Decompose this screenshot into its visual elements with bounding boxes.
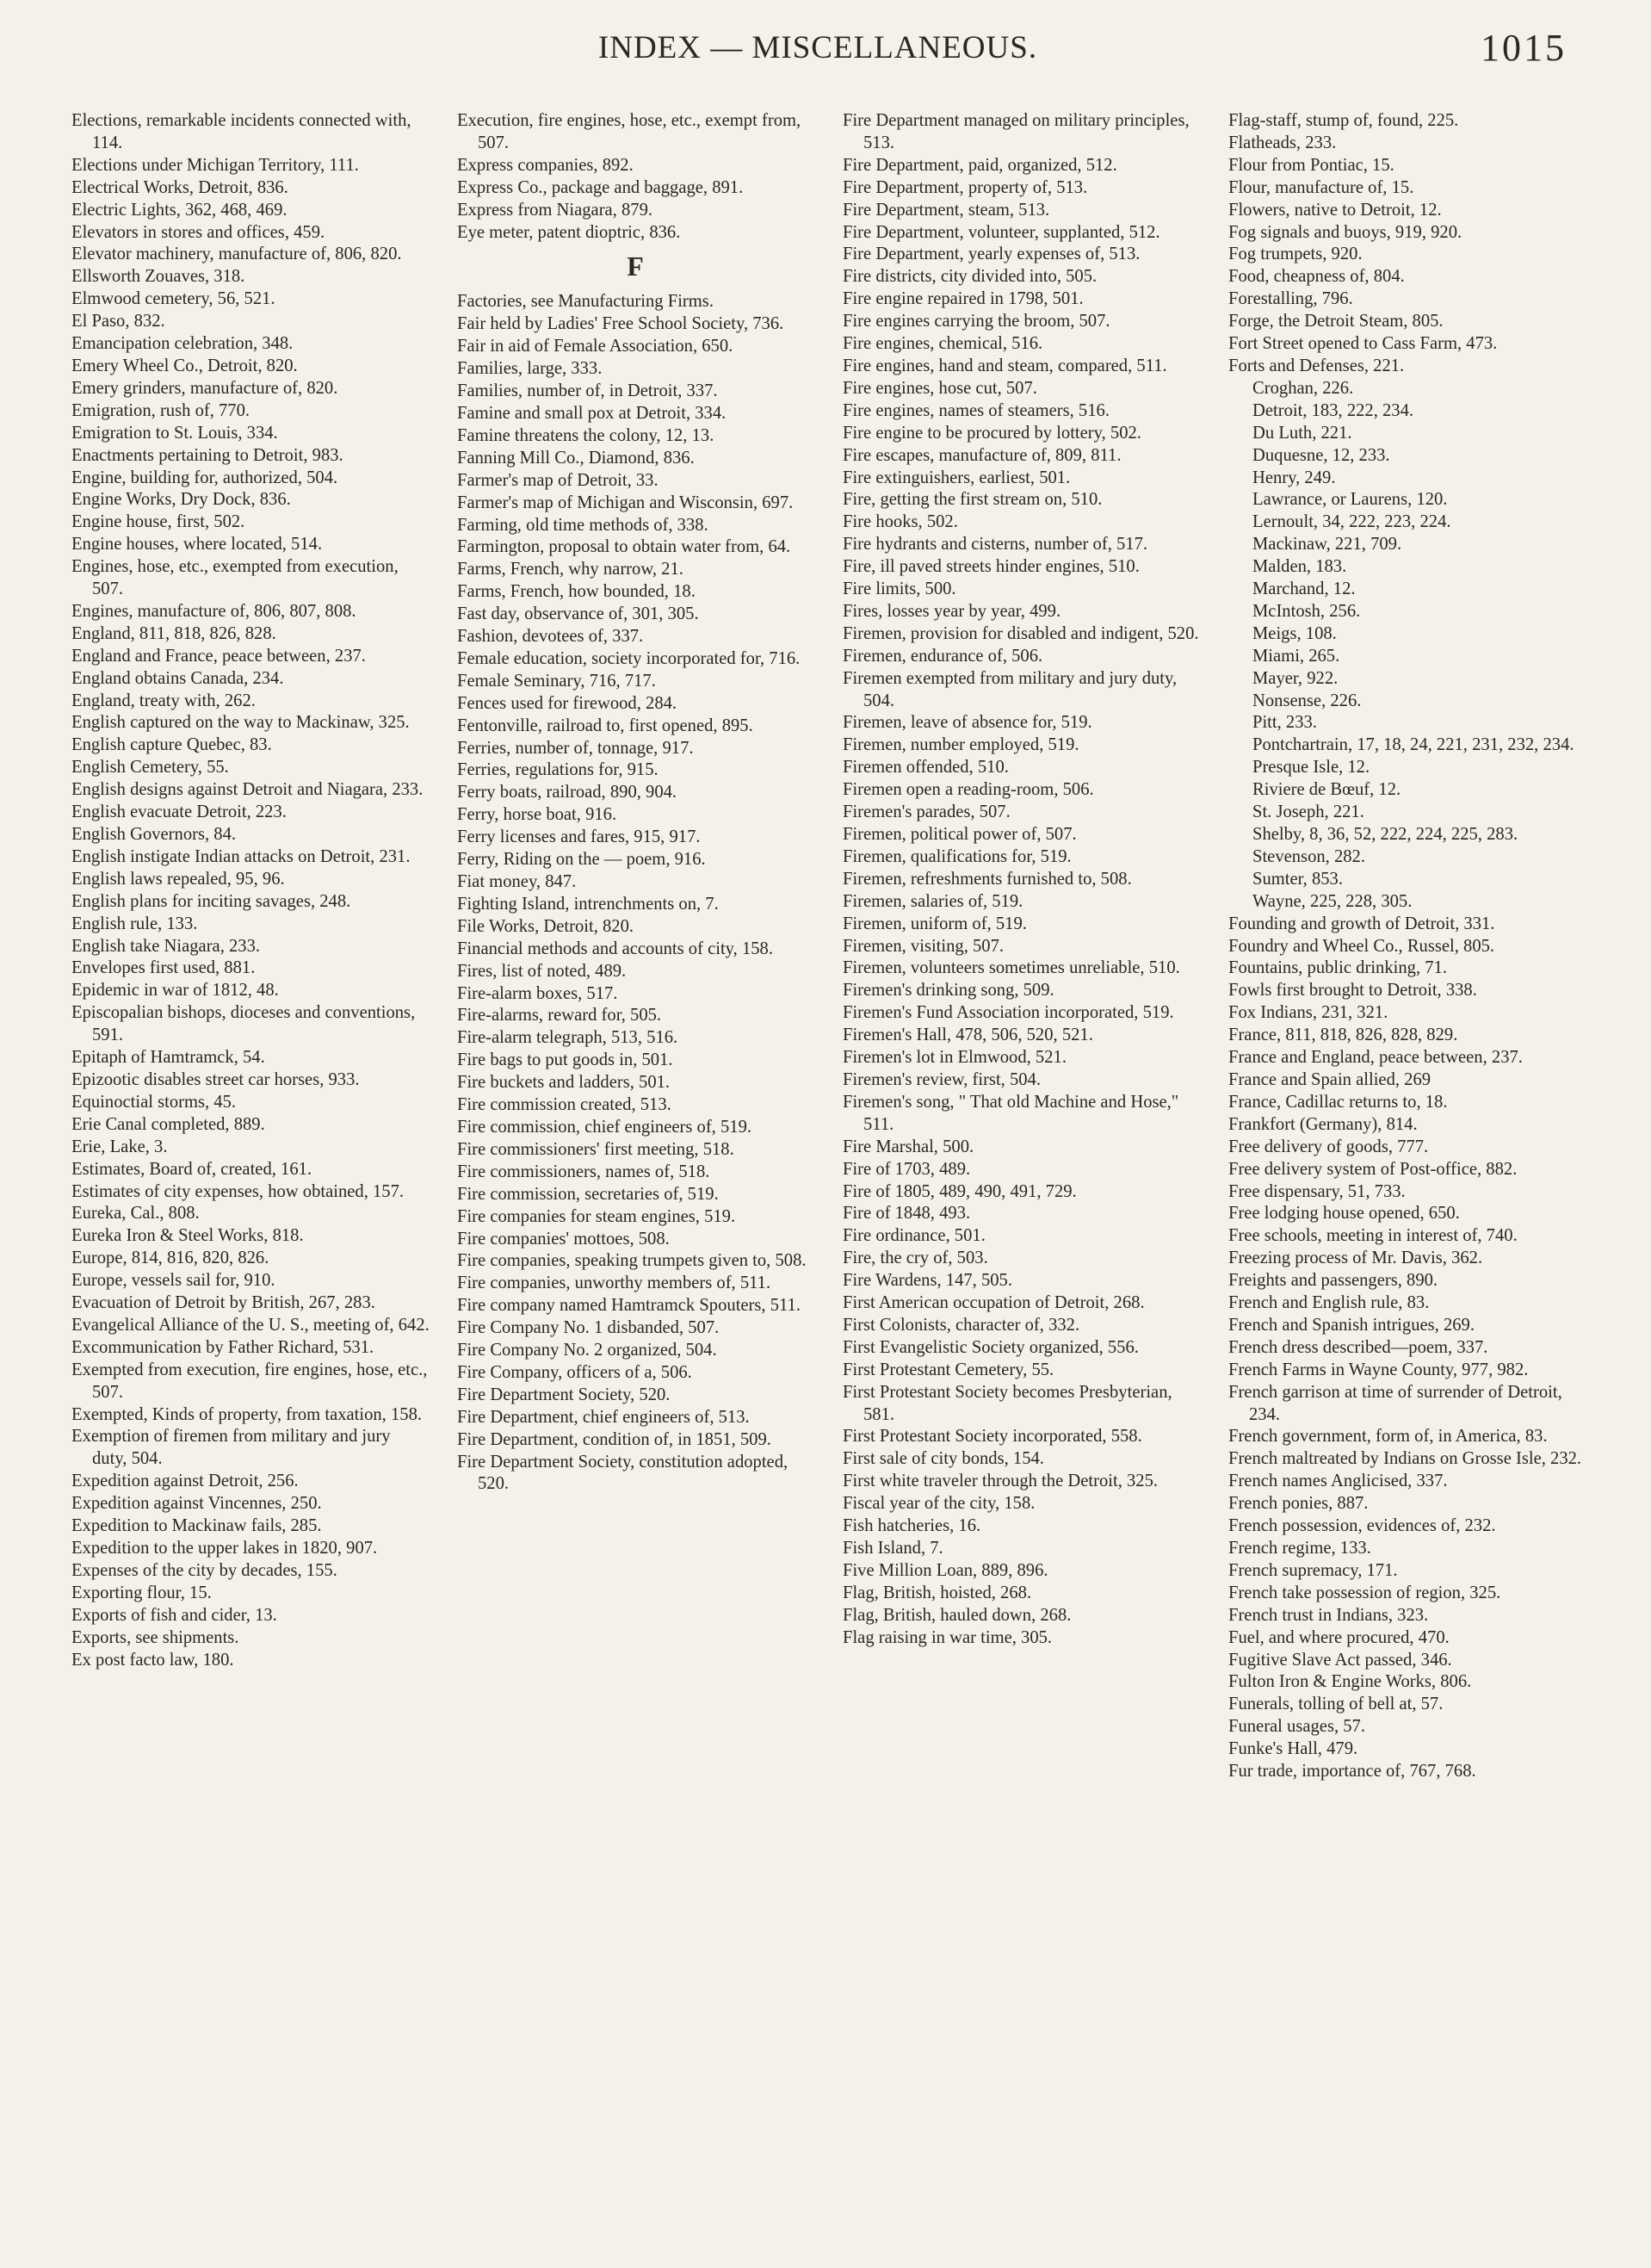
index-entry: Female Seminary, 716, 717. — [457, 671, 656, 691]
index-entry: First Colonists, character of, 332. — [843, 1315, 1080, 1335]
index-entry: Firemen offended, 510. — [843, 758, 1009, 778]
index-entry: Fire companies, speaking trumpets given to, 508. — [457, 1251, 807, 1271]
page-number: 1015 — [1481, 27, 1567, 69]
index-entry: Firemen, number employed, 519. — [843, 735, 1079, 755]
index-entry: Fentonville, railroad to, first opened, 895. — [457, 716, 753, 735]
index-entry: Exports of fish and cider, 13. — [71, 1605, 277, 1625]
index-entry: Engine houses, where located, 514. — [71, 535, 323, 555]
index-entry: Fire escapes, manufacture of, 809, 811. — [843, 445, 1122, 465]
index-entry: Five Million Loan, 889, 896. — [843, 1560, 1048, 1580]
index-entry: Express Co., package and baggage, 891. — [457, 177, 744, 197]
index-entry: English captured on the way to Mackinaw, 325. — [71, 713, 410, 733]
index-entry: Free delivery system of Post-office, 882. — [1228, 1159, 1518, 1179]
index-entry: Ferries, regulations for, 915. — [457, 760, 659, 780]
index-entry: Fighting Island, intrenchments on, 7. — [457, 894, 719, 914]
index-entry: Fire Department, steam, 513. — [843, 200, 1050, 220]
index-entry: Firemen, uniform of, 519. — [843, 914, 1027, 933]
index-entry: Fox Indians, 231, 321. — [1228, 1003, 1388, 1023]
index-entry: Fire Department, property of, 513. — [843, 177, 1088, 197]
index-entry: Fort Street opened to Cass Farm, 473. — [1228, 334, 1498, 354]
index-entry: English Governors, 84. — [71, 825, 237, 844]
index-entry: Fire commissioners, names of, 518. — [457, 1162, 710, 1181]
index-sub-entry: Miami, 265. — [1252, 646, 1340, 666]
index-entry: France, Cadillac returns to, 18. — [1228, 1092, 1448, 1112]
index-entry: Fires, losses year by year, 499. — [843, 601, 1061, 621]
index-entry: Funke's Hall, 479. — [1228, 1739, 1358, 1759]
index-sub-entry: Lernoult, 34, 222, 223, 224. — [1252, 512, 1451, 532]
index-entry: Firemen, volunteers sometimes unreliable, 510. — [843, 958, 1180, 978]
index-entry: Fire commissioners' first meeting, 518. — [457, 1139, 734, 1159]
index-sub-entry: Lawrance, or Laurens, 120. — [1252, 490, 1448, 510]
running-title: INDEX — MISCELLANEOUS. — [597, 30, 1038, 65]
index-entry: Fire buckets and ladders, 501. — [457, 1073, 671, 1093]
index-entry: Exemption of firemen from military and jury duty, 504. — [71, 1427, 391, 1469]
index-sub-entry: Duquesne, 12, 233. — [1252, 445, 1390, 465]
index-entry: Fire engines, hose cut, 507. — [843, 378, 1037, 398]
index-entry: Enactments pertaining to Detroit, 983. — [71, 445, 343, 465]
index-entry: Freezing process of Mr. Davis, 362. — [1228, 1249, 1483, 1268]
index-entry: First white traveler through the Detroit, 325. — [843, 1472, 1159, 1491]
index-entry: Fire Company No. 1 disbanded, 507. — [457, 1318, 720, 1338]
index-columns — [71, 110, 1595, 2237]
index-entry: Fugitive Slave Act passed, 346. — [1228, 1650, 1452, 1670]
index-entry: Flatheads, 233. — [1228, 133, 1337, 152]
index-entry: Fire Company, officers of a, 506. — [457, 1362, 692, 1382]
index-entry: Electrical Works, Detroit, 836. — [71, 177, 288, 197]
index-entry: Free delivery of goods, 777. — [1228, 1137, 1429, 1156]
index-entry: Free lodging house opened, 650. — [1228, 1204, 1460, 1224]
index-entry: Envelopes first used, 881. — [71, 958, 256, 978]
index-entry: First sale of city bonds, 154. — [843, 1449, 1044, 1469]
index-entry: Estimates, Board of, created, 161. — [71, 1159, 312, 1179]
index-entry: First Protestant Society becomes Presbyterian, 581. — [843, 1382, 1172, 1424]
index-entry: Fountains, public drinking, 71. — [1228, 958, 1447, 978]
page-header — [69, 26, 1567, 77]
index-entry: French Farms in Wayne County, 977, 982. — [1228, 1360, 1529, 1379]
index-entry: Ellsworth Zouaves, 318. — [71, 267, 245, 287]
index-entry: Farmer's map of Detroit, 33. — [457, 470, 659, 490]
index-entry: Epizootic disables street car horses, 933. — [71, 1069, 360, 1089]
index-entry: Express companies, 892. — [457, 155, 634, 175]
index-entry: Engines, manufacture of, 806, 807, 808. — [71, 601, 356, 621]
index-entry: Firemen, endurance of, 506. — [843, 646, 1043, 666]
index-entry: Expedition to Mackinaw fails, 285. — [71, 1516, 322, 1536]
index-entry: Firemen, qualifications for, 519. — [843, 846, 1072, 866]
index-entry: Farms, French, how bounded, 18. — [457, 582, 696, 602]
index-entry: Exempted, Kinds of property, from taxation, 158. — [71, 1404, 423, 1424]
index-entry: Epidemic in war of 1812, 48. — [71, 981, 279, 1001]
index-entry: Fire of 1848, 493. — [843, 1204, 971, 1224]
index-entry: Ferry, horse boat, 916. — [457, 805, 617, 825]
index-entry: French garrison at time of surrender of Detroit, 234. — [1228, 1382, 1562, 1424]
index-entry: Foundry and Wheel Co., Russel, 805. — [1228, 936, 1495, 956]
index-entry: File Works, Detroit, 820. — [457, 916, 634, 936]
index-entry: French regime, 133. — [1228, 1539, 1371, 1558]
index-entry: Fish Island, 7. — [843, 1539, 943, 1558]
index-entry: Funeral usages, 57. — [1228, 1717, 1365, 1737]
index-entry: Elections, remarkable incidents connected with, 114. — [71, 111, 411, 152]
index-entry: Fire companies' mottoes, 508. — [457, 1229, 670, 1249]
index-entry: Eureka Iron & Steel Works, 818. — [71, 1226, 304, 1246]
index-entry: Emery grinders, manufacture of, 820. — [71, 378, 338, 398]
index-entry: Firemen, leave of absence for, 519. — [843, 713, 1092, 733]
index-entry: Fast day, observance of, 301, 305. — [457, 604, 699, 624]
index-entry: English evacuate Detroit, 223. — [71, 802, 287, 822]
index-entry: Frankfort (Germany), 814. — [1228, 1114, 1418, 1134]
index-entry: Fire, ill paved streets hinder engines, 510. — [843, 557, 1140, 577]
index-entry: French government, form of, in America, 83. — [1228, 1427, 1548, 1447]
index-entry: Fire Department Society, 520. — [457, 1385, 671, 1404]
index-entry: Fire bags to put goods in, 501. — [457, 1050, 673, 1070]
index-entry: Estimates of city expenses, how obtained, 157. — [71, 1181, 405, 1201]
index-entry: French trust in Indians, 323. — [1228, 1605, 1429, 1625]
index-entry: French maltreated by Indians on Grosse Isle, 232. — [1228, 1449, 1582, 1469]
index-entry: Elevator machinery, manufacture of, 806, 820. — [71, 245, 402, 264]
index-sub-entry: Meigs, 108. — [1252, 623, 1337, 643]
index-entry: Free schools, meeting in interest of, 740. — [1228, 1226, 1518, 1246]
index-entry: Fire-alarm boxes, 517. — [457, 983, 618, 1003]
index-entry: Engine, building for, authorized, 504. — [71, 468, 338, 487]
index-entry: Fire, the cry of, 503. — [843, 1249, 988, 1268]
index-entry: Freights and passengers, 890. — [1228, 1271, 1438, 1291]
index-entry: Fire limits, 500. — [843, 579, 956, 599]
index-entry: Firemen's lot in Elmwood, 521. — [843, 1048, 1067, 1068]
index-entry: Fire engines, chemical, 516. — [843, 334, 1043, 354]
index-entry: Ex post facto law, 180. — [71, 1650, 234, 1670]
index-entry: Excommunication by Father Richard, 531. — [71, 1337, 374, 1357]
index-entry: Ferries, number of, tonnage, 917. — [457, 738, 694, 758]
index-entry: Forestalling, 796. — [1228, 289, 1353, 309]
index-sub-entry: Detroit, 183, 222, 234. — [1252, 400, 1414, 420]
index-entry: Fuel, and where procured, 470. — [1228, 1627, 1450, 1647]
index-sub-entry: Malden, 183. — [1252, 557, 1347, 577]
index-entry: Exports, see shipments. — [71, 1627, 239, 1647]
index-entry: Fog signals and buoys, 919, 920. — [1228, 222, 1462, 242]
index-entry: Factories, see Manufacturing Firms. — [457, 292, 714, 312]
index-entry: Families, large, 333. — [457, 359, 603, 379]
index-sub-entry: Henry, 249. — [1252, 468, 1336, 487]
index-entry: English rule, 133. — [71, 914, 198, 933]
index-sub-entry: Pitt, 233. — [1252, 713, 1317, 733]
index-entry: Firemen, provision for disabled and indigent, 520. — [843, 623, 1199, 643]
index-entry: Erie, Lake, 3. — [71, 1137, 168, 1156]
index-sub-entry: Shelby, 8, 36, 52, 222, 224, 225, 283. — [1252, 825, 1518, 844]
index-entry: Fire Department, chief engineers of, 513. — [457, 1407, 750, 1427]
index-entry: Europe, vessels sail for, 910. — [71, 1271, 275, 1291]
index-entry: Fog trumpets, 920. — [1228, 245, 1363, 264]
index-entry: Eye meter, patent dioptric, 836. — [457, 222, 681, 242]
index-entry: Fire engines, hand and steam, compared, 511. — [843, 356, 1167, 375]
index-entry: Episcopalian bishops, dioceses and conventions, 591. — [71, 1003, 416, 1045]
index-entry: Fire Department managed on military principles, 513. — [843, 111, 1190, 152]
index-entry: Female education, society incorporated for, 716. — [457, 648, 801, 668]
index-entry: Eureka, Cal., 808. — [71, 1204, 200, 1224]
index-column-3 — [843, 110, 1201, 2237]
index-entry: Exempted from execution, fire engines, hose, etc., 507. — [71, 1360, 428, 1402]
index-entry: First Protestant Society incorporated, 558. — [843, 1427, 1142, 1447]
index-entry: English capture Quebec, 83. — [71, 735, 272, 755]
index-entry: First American occupation of Detroit, 268. — [843, 1293, 1145, 1313]
index-entry: Equinoctial storms, 45. — [71, 1092, 237, 1112]
index-entry: Fire hooks, 502. — [843, 512, 958, 532]
index-entry: Famine and small pox at Detroit, 334. — [457, 403, 727, 423]
index-entry: Fair in aid of Female Association, 650. — [457, 337, 733, 356]
index-entry: French possession, evidences of, 232. — [1228, 1516, 1496, 1536]
index-entry: First Protestant Cemetery, 55. — [843, 1360, 1054, 1379]
index-entry: Fire engine repaired in 1798, 501. — [843, 289, 1084, 309]
index-entry: Farms, French, why narrow, 21. — [457, 560, 683, 579]
index-entry: English laws repealed, 95, 96. — [71, 869, 285, 889]
index-entry: Firemen's Fund Association incorporated, 519. — [843, 1003, 1174, 1023]
index-entry: Farmer's map of Michigan and Wisconsin, 697. — [457, 493, 794, 512]
index-entry: Forts and Defenses, 221. — [1228, 356, 1405, 375]
index-entry: Fowls first brought to Detroit, 338. — [1228, 981, 1477, 1001]
index-entry: Fire engine to be procured by lottery, 502. — [843, 423, 1141, 443]
index-entry: Expedition against Vincennes, 250. — [71, 1494, 322, 1514]
index-entry: First Evangelistic Society organized, 556. — [843, 1337, 1139, 1357]
index-entry: Fire-alarm telegraph, 513, 516. — [457, 1028, 678, 1048]
index-sub-entry: Nonsense, 226. — [1252, 691, 1362, 710]
section-letter: F — [627, 251, 646, 282]
index-entry: Elections under Michigan Territory, 111. — [71, 155, 359, 175]
index-entry: Fiat money, 847. — [457, 872, 577, 891]
index-sub-entry: Presque Isle, 12. — [1252, 758, 1370, 778]
index-entry: Flour from Pontiac, 15. — [1228, 155, 1394, 175]
index-entry: English designs against Detroit and Niagara, 233. — [71, 780, 424, 800]
index-entry: Fire companies, unworthy members of, 511. — [457, 1273, 771, 1293]
index-entry: England and France, peace between, 237. — [71, 646, 366, 666]
index-entry: Firemen's song, " That old Machine and Hose," 511. — [843, 1092, 1179, 1134]
index-entry: Fiscal year of the city, 158. — [843, 1494, 1036, 1514]
index-entry: Flour, manufacture of, 15. — [1228, 177, 1414, 197]
index-entry: Fire engines carrying the broom, 507. — [843, 312, 1110, 332]
index-sub-entry: Riviere de Bœuf, 12. — [1252, 780, 1401, 800]
index-entry: English plans for inciting savages, 248. — [71, 891, 351, 911]
index-entry: El Paso, 832. — [71, 312, 165, 332]
index-entry: Fanning Mill Co., Diamond, 836. — [457, 448, 695, 468]
index-entry: Emigration, rush of, 770. — [71, 400, 250, 420]
index-entry: Farming, old time methods of, 338. — [457, 515, 708, 535]
index-entry: Evangelical Alliance of the U. S., meeting of, 642. — [71, 1315, 430, 1335]
index-entry: Fire Marshal, 500. — [843, 1137, 974, 1156]
index-entry: Express from Niagara, 879. — [457, 200, 653, 220]
index-entry: Epitaph of Hamtramck, 54. — [71, 1048, 265, 1068]
index-entry: Elevators in stores and offices, 459. — [71, 222, 325, 242]
index-column-4 — [1228, 110, 1586, 2237]
index-entry: Fur trade, importance of, 767, 768. — [1228, 1762, 1476, 1782]
index-entry: Firemen exempted from military and jury duty, 504. — [843, 668, 1178, 710]
index-entry: Fire Wardens, 147, 505. — [843, 1271, 1013, 1291]
index-entry: Expedition against Detroit, 256. — [71, 1472, 299, 1491]
index-entry: Emigration to St. Louis, 334. — [71, 423, 278, 443]
index-entry: Ferry, Riding on the — poem, 916. — [457, 850, 706, 870]
index-entry: Flowers, native to Detroit, 12. — [1228, 200, 1442, 220]
index-entry: Free dispensary, 51, 733. — [1228, 1181, 1406, 1201]
index-entry: Forge, the Detroit Steam, 805. — [1228, 312, 1444, 332]
index-entry: Fish hatcheries, 16. — [843, 1516, 981, 1536]
index-entry: Elmwood cemetery, 56, 521. — [71, 289, 275, 309]
index-entry: England, 811, 818, 826, 828. — [71, 623, 276, 643]
index-entry: Funerals, tolling of bell at, 57. — [1228, 1695, 1444, 1714]
index-entry: Families, number of, in Detroit, 337. — [457, 381, 718, 401]
index-entry: Ferry licenses and fares, 915, 917. — [457, 827, 701, 847]
index-entry: Fire commission, chief engineers of, 519. — [457, 1117, 752, 1137]
index-entry: Firemen, visiting, 507. — [843, 936, 1005, 956]
index-entry: French dress described—poem, 337. — [1228, 1337, 1488, 1357]
index-entry: French names Anglicised, 337. — [1228, 1472, 1448, 1491]
index-entry: Fire Department, volunteer, supplanted, 512. — [843, 222, 1160, 242]
index-entry: Fire commission, secretaries of, 519. — [457, 1184, 719, 1204]
index-entry: Firemen, salaries of, 519. — [843, 891, 1023, 911]
index-entry: Fire of 1805, 489, 490, 491, 729. — [843, 1181, 1077, 1201]
index-entry: Firemen's parades, 507. — [843, 802, 1011, 822]
index-entry: Fulton Iron & Engine Works, 806. — [1228, 1672, 1472, 1692]
index-entry: Fire companies for steam engines, 519. — [457, 1206, 736, 1226]
index-entry: Founding and growth of Detroit, 331. — [1228, 914, 1495, 933]
index-sub-entry: Mayer, 922. — [1252, 668, 1339, 688]
index-sub-entry: St. Joseph, 221. — [1252, 802, 1364, 822]
index-entry: Fences used for firewood, 284. — [457, 693, 677, 713]
index-entry: Ferry boats, railroad, 890, 904. — [457, 783, 677, 802]
index-entry: Fire Department, condition of, in 1851, 509. — [457, 1429, 771, 1449]
index-sub-entry: Croghan, 226. — [1252, 378, 1354, 398]
index-entry: Firemen, refreshments furnished to, 508. — [843, 869, 1132, 889]
index-entry: Flag-staff, stump of, found, 225. — [1228, 111, 1459, 130]
index-entry: Fashion, devotees of, 337. — [457, 627, 644, 647]
index-entry: Fire, getting the first stream on, 510. — [843, 490, 1103, 510]
index-entry: Expedition to the upper lakes in 1820, 907. — [71, 1539, 378, 1558]
index-entry: Firemen open a reading-room, 506. — [843, 780, 1094, 800]
index-entry: Fire company named Hamtramck Spouters, 511. — [457, 1296, 801, 1316]
index-entry: Erie Canal completed, 889. — [71, 1114, 265, 1134]
index-sub-entry: Sumter, 853. — [1252, 869, 1343, 889]
index-entry: Fire ordinance, 501. — [843, 1226, 986, 1246]
index-entry: Famine threatens the colony, 12, 13. — [457, 425, 714, 445]
index-entry: Fire Department, yearly expenses of, 513. — [843, 245, 1141, 264]
index-entry: Flag raising in war time, 305. — [843, 1627, 1053, 1647]
index-entry: French and English rule, 83. — [1228, 1293, 1430, 1313]
index-entry: Emancipation celebration, 348. — [71, 334, 294, 354]
index-entry: Fair held by Ladies' Free School Society, 736. — [457, 314, 784, 334]
index-entry: Expenses of the city by decades, 155. — [71, 1560, 337, 1580]
index-entry: Exporting flour, 15. — [71, 1583, 212, 1602]
index-entry: English Cemetery, 55. — [71, 758, 229, 778]
index-entry: France, 811, 818, 826, 828, 829. — [1228, 1026, 1458, 1045]
index-entry: Fire Company No. 2 organized, 504. — [457, 1341, 717, 1360]
index-entry: Engine Works, Dry Dock, 836. — [71, 490, 291, 510]
index-entry: England obtains Canada, 234. — [71, 668, 284, 688]
index-entry: Firemen's Hall, 478, 506, 520, 521. — [843, 1026, 1093, 1045]
index-entry: French take possession of region, 325. — [1228, 1583, 1501, 1602]
index-entry: Firemen's drinking song, 509. — [843, 981, 1054, 1001]
index-sub-entry: McIntosh, 256. — [1252, 601, 1361, 621]
index-sub-entry: Wayne, 225, 228, 305. — [1252, 891, 1413, 911]
index-entry: Emery Wheel Co., Detroit, 820. — [71, 356, 298, 375]
index-entry: France and Spain allied, 269 — [1228, 1069, 1431, 1089]
index-entry: Fire Department, paid, organized, 512. — [843, 155, 1117, 175]
index-entry: French ponies, 887. — [1228, 1494, 1369, 1514]
index-entry: France and England, peace between, 237. — [1228, 1048, 1523, 1068]
index-entry: English instigate Indian attacks on Detroit, 231. — [71, 846, 411, 866]
index-entry: Flag, British, hauled down, 268. — [843, 1605, 1072, 1625]
index-entry: Fire districts, city divided into, 505. — [843, 267, 1098, 287]
index-sub-entry: Pontchartrain, 17, 18, 24, 221, 231, 232, 234. — [1252, 735, 1574, 755]
index-entry: Fire extinguishers, earliest, 501. — [843, 468, 1071, 487]
index-sub-entry: Stevenson, 282. — [1252, 846, 1365, 866]
index-entry: Financial methods and accounts of city, 158. — [457, 939, 773, 958]
index-entry: Fires, list of noted, 489. — [457, 961, 627, 981]
index-entry: English take Niagara, 233. — [71, 936, 261, 956]
index-entry: French and Spanish intrigues, 269. — [1228, 1315, 1475, 1335]
index-entry: Execution, fire engines, hose, etc., exempt from, 507. — [457, 111, 801, 152]
index-entry: England, treaty with, 262. — [71, 691, 256, 710]
index-entry: Fire commission created, 513. — [457, 1095, 671, 1115]
index-entry: Firemen, political power of, 507. — [843, 825, 1077, 844]
index-entry: Farmington, proposal to obtain water from, 64. — [457, 537, 791, 557]
index-entry: Engine house, first, 502. — [71, 512, 245, 532]
index-entry: Electric Lights, 362, 468, 469. — [71, 200, 288, 220]
index-entry: Firemen's review, first, 504. — [843, 1069, 1041, 1089]
index-entry: Fire hydrants and cisterns, number of, 517. — [843, 535, 1148, 555]
index-column-1 — [71, 110, 430, 2237]
index-entry: Fire engines, names of steamers, 516. — [843, 400, 1110, 420]
index-entry: Fire Department Society, constitution adopted, 520. — [457, 1452, 788, 1494]
index-entry: French supremacy, 171. — [1228, 1560, 1398, 1580]
index-entry: Fire of 1703, 489. — [843, 1159, 971, 1179]
index-entry: Engines, hose, etc., exempted from execution, 507. — [71, 557, 399, 599]
index-entry: Europe, 814, 816, 820, 826. — [71, 1249, 269, 1268]
index-entry: Evacuation of Detroit by British, 267, 283. — [71, 1293, 375, 1313]
index-sub-entry: Du Luth, 221. — [1252, 423, 1352, 443]
index-entry: Flag, British, hoisted, 268. — [843, 1583, 1032, 1602]
index-column-2 — [457, 110, 815, 2237]
index-entry: Food, cheapness of, 804. — [1228, 267, 1405, 287]
index-sub-entry: Marchand, 12. — [1252, 579, 1356, 599]
index-sub-entry: Mackinaw, 221, 709. — [1252, 535, 1402, 555]
index-entry: Fire-alarms, reward for, 505. — [457, 1006, 662, 1026]
